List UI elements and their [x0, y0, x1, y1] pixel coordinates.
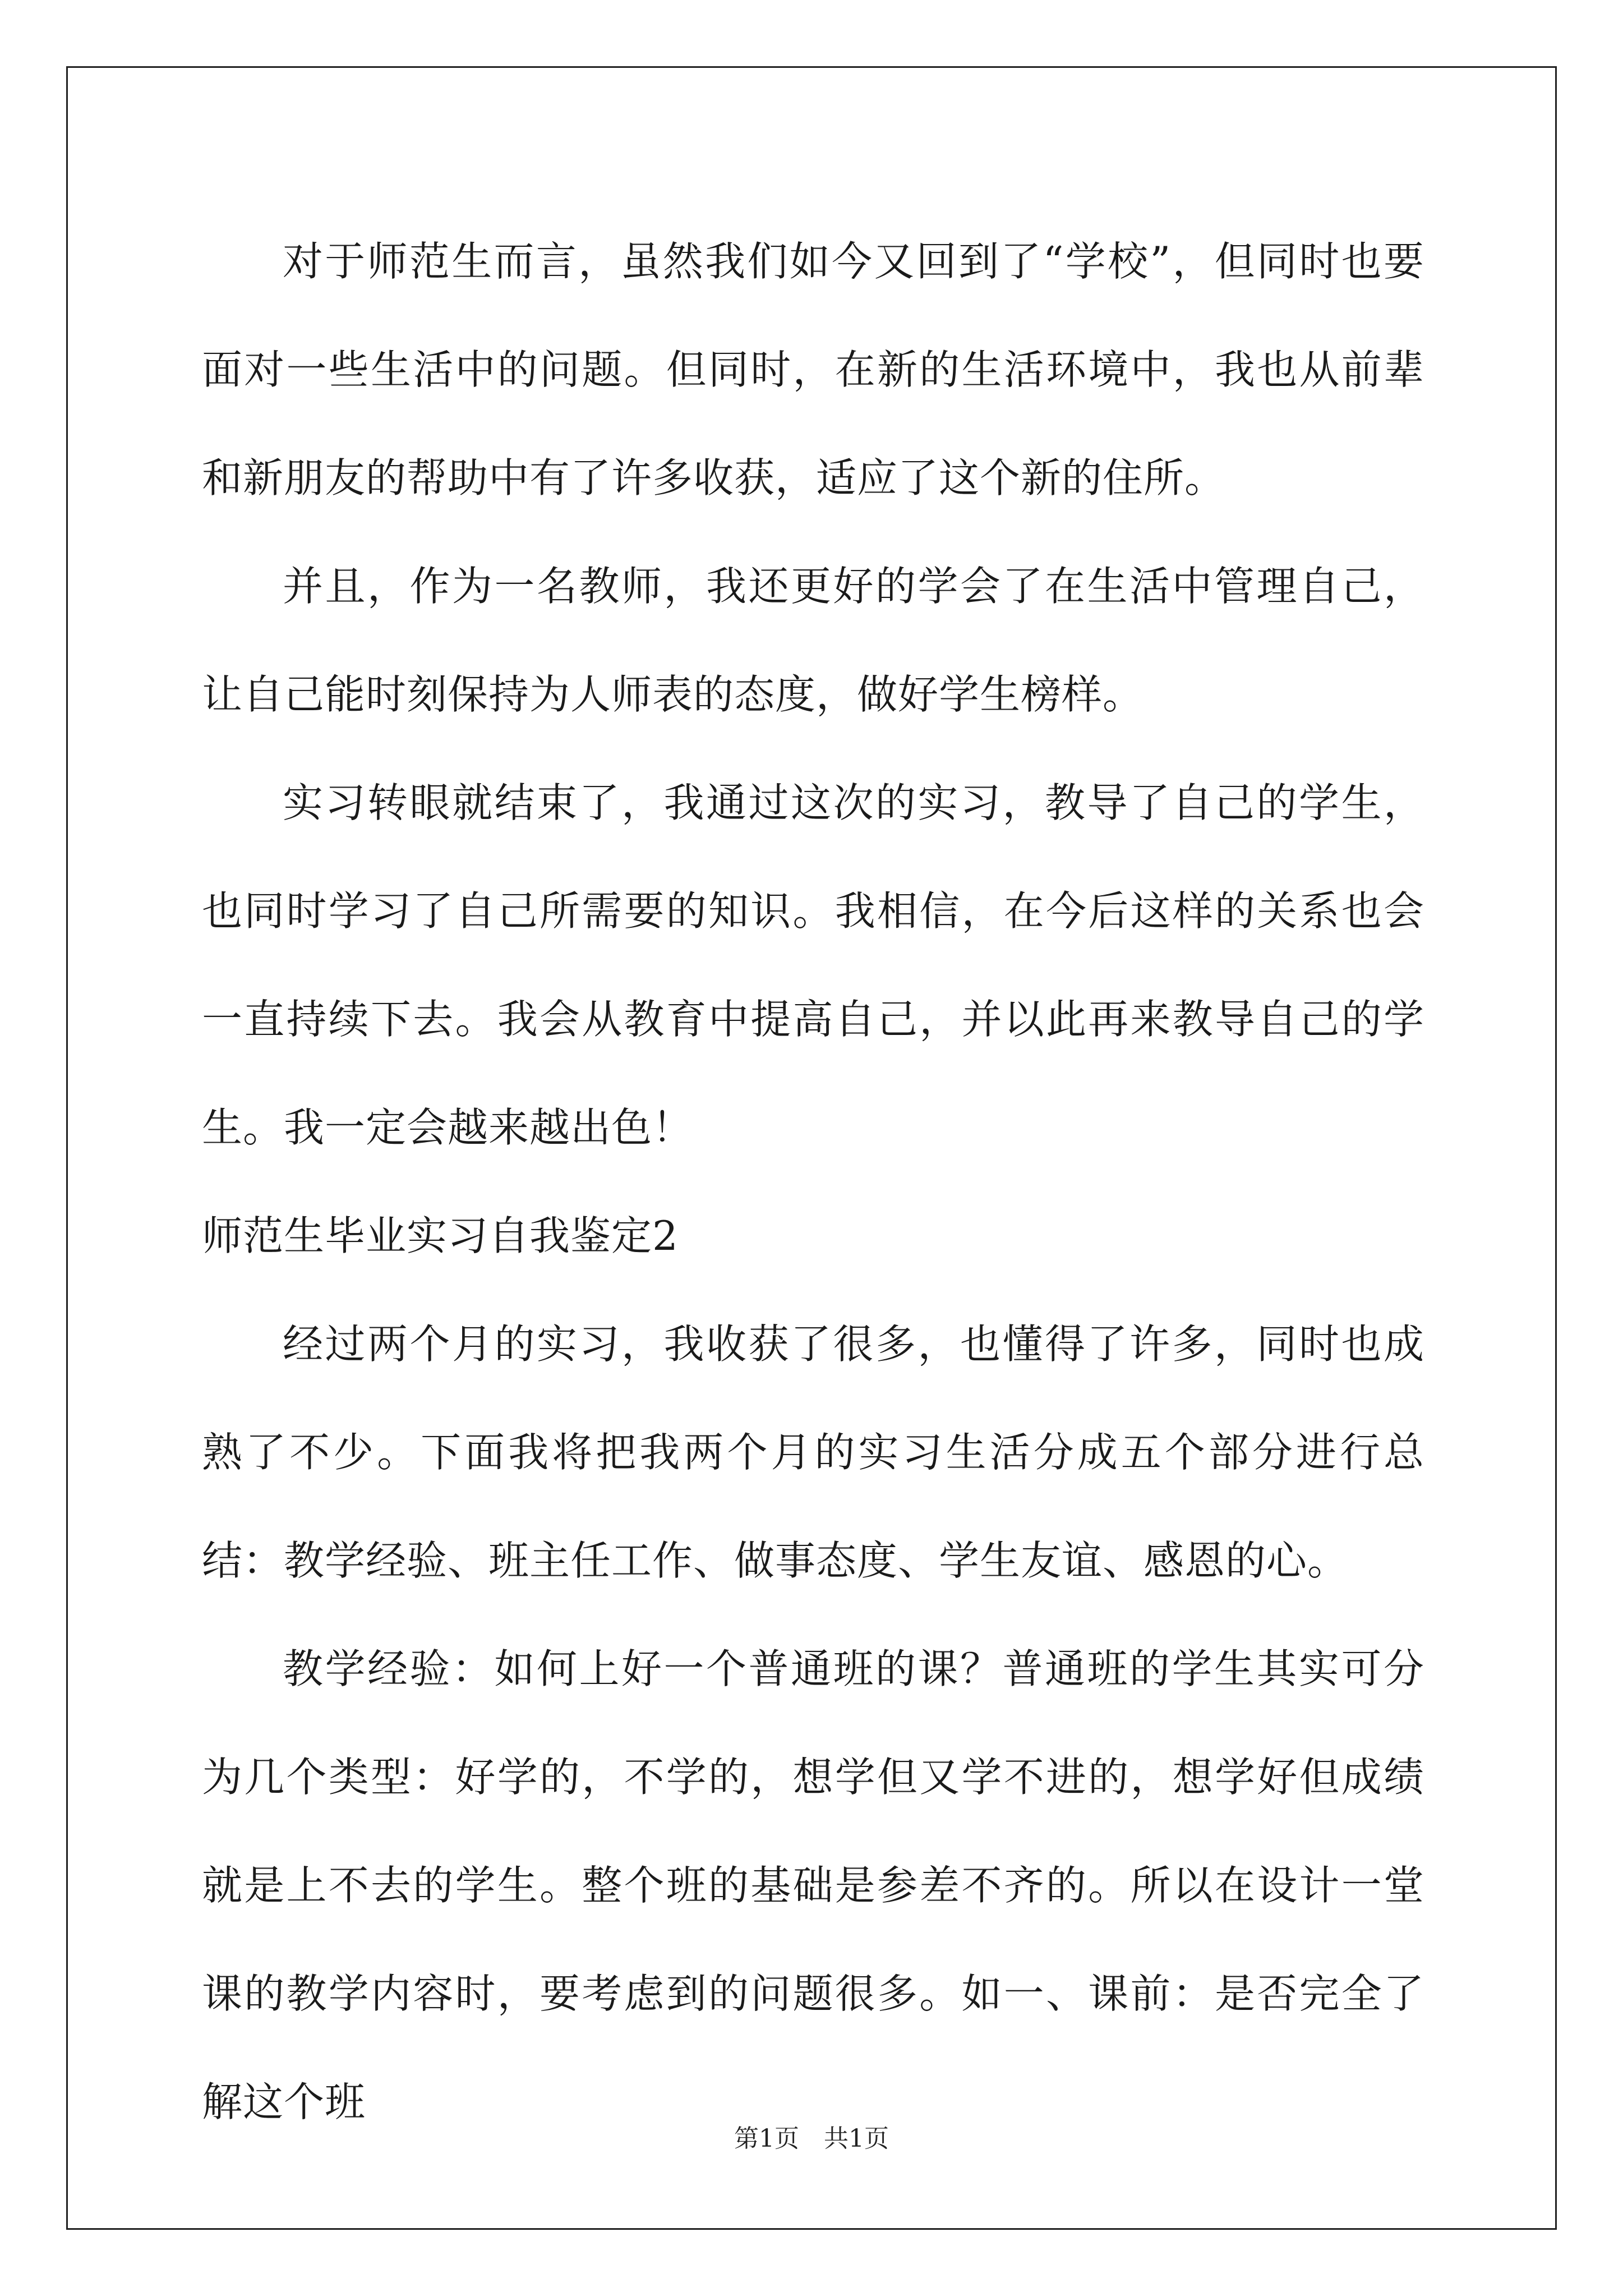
paragraph-4: 经过两个月的实习，我收获了很多，也懂得了许多，同时也成熟了不少。下面我将把我两个月的实习生活分成五个部分进行总结：教学经验、班主任工作、做事态度、学生友谊、感恩的心。: [202, 1320, 1424, 1584]
document-body: [202, 208, 1424, 2156]
paragraph-1: 对于师范生而言，虽然我们如今又回到了“学校”，但同时也要面对一些生活中的问题。但同时，在新的生活环境中，我也从前辈和新朋友的帮助中有了许多收获，适应了这个新的住所。: [202, 238, 1424, 501]
section-heading: 师范生毕业实习自我鉴定2: [202, 1212, 679, 1259]
paragraph-5: 教学经验：如何上好一个普通班的课？普通班的学生其实可分为几个类型：好学的，不学的，想学但又学不进的，想学好但成绩就是上不去的学生。整个班的基础是参差不齐的。所以在设计一堂课的教学内容时，要考虑到的问题很多。如一、课前：是否完全了解这个班: [202, 1645, 1424, 2125]
page-number: 第1页: [734, 2124, 799, 2153]
paragraph-2: 并且，作为一名教师，我还更好的学会了在生活中管理自己，让自己能时刻保持为人师表的态度，做好学生榜样。: [202, 563, 1424, 718]
page-footer: [0, 2118, 1623, 2154]
page-total: 共1页: [824, 2124, 889, 2153]
paragraph-3: 实习转眼就结束了，我通过这次的实习，教导了自己的学生，也同时学习了自己所需要的知识。我相信，在今后这样的关系也会一直持续下去。我会从教育中提高自己，并以此再来教导自己的学生。我一定会越来越出色！: [202, 779, 1424, 1151]
